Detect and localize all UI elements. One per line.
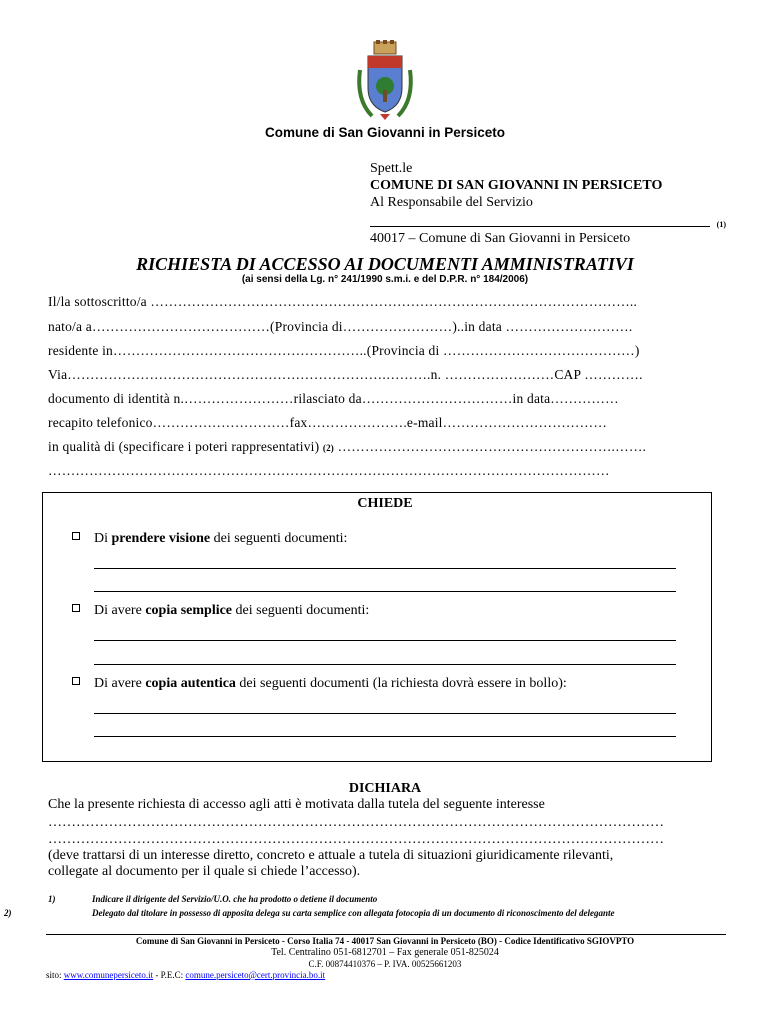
option-copia-semplice[interactable] [72,603,369,619]
option-copia-autentica[interactable] [72,676,567,692]
field-nato[interactable]: nato/a a…………………………………(Provincia di……………………)..in data ………………………. [48,319,633,334]
option-prendere-visione[interactable] [72,531,347,547]
document-title: RICHIESTA DI ACCESSO AI DOCUMENTI AMMINISTRATIVI [136,254,634,274]
option-text: dei seguenti documenti: [210,531,348,546]
note-ref-1: (1) [716,220,726,229]
organization-name: COMUNE DI SAN GIOVANNI IN PERSICETO [370,178,663,193]
pec-link[interactable]: comune.persiceto@cert.provincia.bo.it [185,970,326,980]
dichiara-line3: collegate al documento per il quale si chiede l’accesso). [48,864,361,879]
responsible-label: Al Responsabile del Servizio [370,195,533,210]
checkbox-icon[interactable] [72,532,80,540]
write-line[interactable] [94,568,676,569]
footnote-1 [48,894,718,904]
checkbox-icon[interactable] [72,604,80,612]
option-bold: copia semplice [145,603,233,618]
footnote-number: 2) [4,908,12,918]
option-text: Di avere [94,603,146,618]
write-line[interactable] [94,713,676,714]
field-documento[interactable]: documento di identità n.……………………rilasciato da……………………………in data…………… [48,391,619,406]
field-qualita[interactable] [48,439,646,455]
option-bold: copia autentica [145,676,236,691]
qualita-dots: …………………………………………………….……. [337,439,647,454]
footnote-number: 1) [48,894,56,904]
dichiara-line1: Che la presente richiesta di accesso agli atti è motivata dalla tutela del seguente interesse [48,797,545,812]
field-via[interactable]: Via…………………………………………………………….……….n. ……………………CAP …………. [48,367,643,382]
write-line[interactable] [94,591,676,592]
field-qualita-continued[interactable]: …………………………………………………………………………………………………………… [48,463,610,478]
crest-logo [352,40,418,124]
write-line[interactable] [94,736,676,737]
qualita-label: in qualità di (specificare i poteri rappresentativi) [48,439,320,454]
option-bold: prendere visione [111,531,211,546]
footnote-text: Delegato dal titolare in possesso di apposita delega su carta semplice con allegata fotocopia di un documento di riconoscimento del delegante [92,908,615,918]
dichiara-heading: DICHIARA [348,781,422,796]
footer-line3: C.F. 00874410376 – P. IVA. 00525661203 [308,959,462,969]
pec-label: - P.E.C: [153,970,186,980]
option-text: dei seguenti documenti (la richiesta dovrà essere in bollo): [235,676,567,691]
field-residente[interactable]: residente in………………………………………………..(Provincia di ……………………………………) [48,343,640,358]
checkbox-icon[interactable] [72,677,80,685]
write-line[interactable] [94,664,676,665]
footnote-text: Indicare il dirigente del Servizio/U.O. che ha prodotto o detiene il documento [92,894,378,904]
site-label: sito: [46,970,64,980]
footer-site [46,970,325,980]
note-ref-2: (2) [322,443,334,453]
option-text: dei seguenti documenti: [232,603,370,618]
dichiara-line2: (deve trattarsi di un interesse diretto, concreto e attuale a tutela di situazioni giuridicamente rilevanti, [48,848,614,863]
recipient-address [370,160,726,247]
write-line[interactable] [94,640,676,641]
city-line: 40017 – Comune di San Giovanni in Persiceto [370,231,631,246]
option-text: Di [94,531,112,546]
document-subtitle: (ai sensi della Lg. n° 241/1990 s.m.i. e del D.P.R. n° 184/2006) [241,274,529,285]
dichiara-dots1[interactable]: …………………………………………………………………………………………………………………… [48,815,664,830]
dichiara-dots2[interactable]: …………………………………………………………………………………………………………………… [48,832,664,847]
site-link[interactable]: www.comunepersiceto.it [63,970,154,980]
footer-line1: Comune di San Giovanni in Persiceto - Corso Italia 74 - 40017 San Giovanni in Persiceto (BO) - Codice Identificativo SGIOVPTO [135,936,635,946]
footnote-2 [4,907,718,919]
footer-line2: Tel. Centralino 051-6812701 – Fax generale 051-825024 [271,947,499,958]
footer-divider [46,934,726,935]
service-name-line[interactable] [370,214,726,229]
option-text: Di avere [94,676,146,691]
comune-header: Comune di San Giovanni in Persiceto [264,125,506,140]
field-sottoscritto[interactable]: Il/la sottoscritto/a …………………………………………………………………………………………….. [48,294,638,309]
spett-label: Spett.le [370,161,413,176]
chiede-heading: CHIEDE [357,496,413,511]
field-recapito[interactable]: recapito telefonico…………………………fax………………….e-mail……………………………… [48,415,608,430]
